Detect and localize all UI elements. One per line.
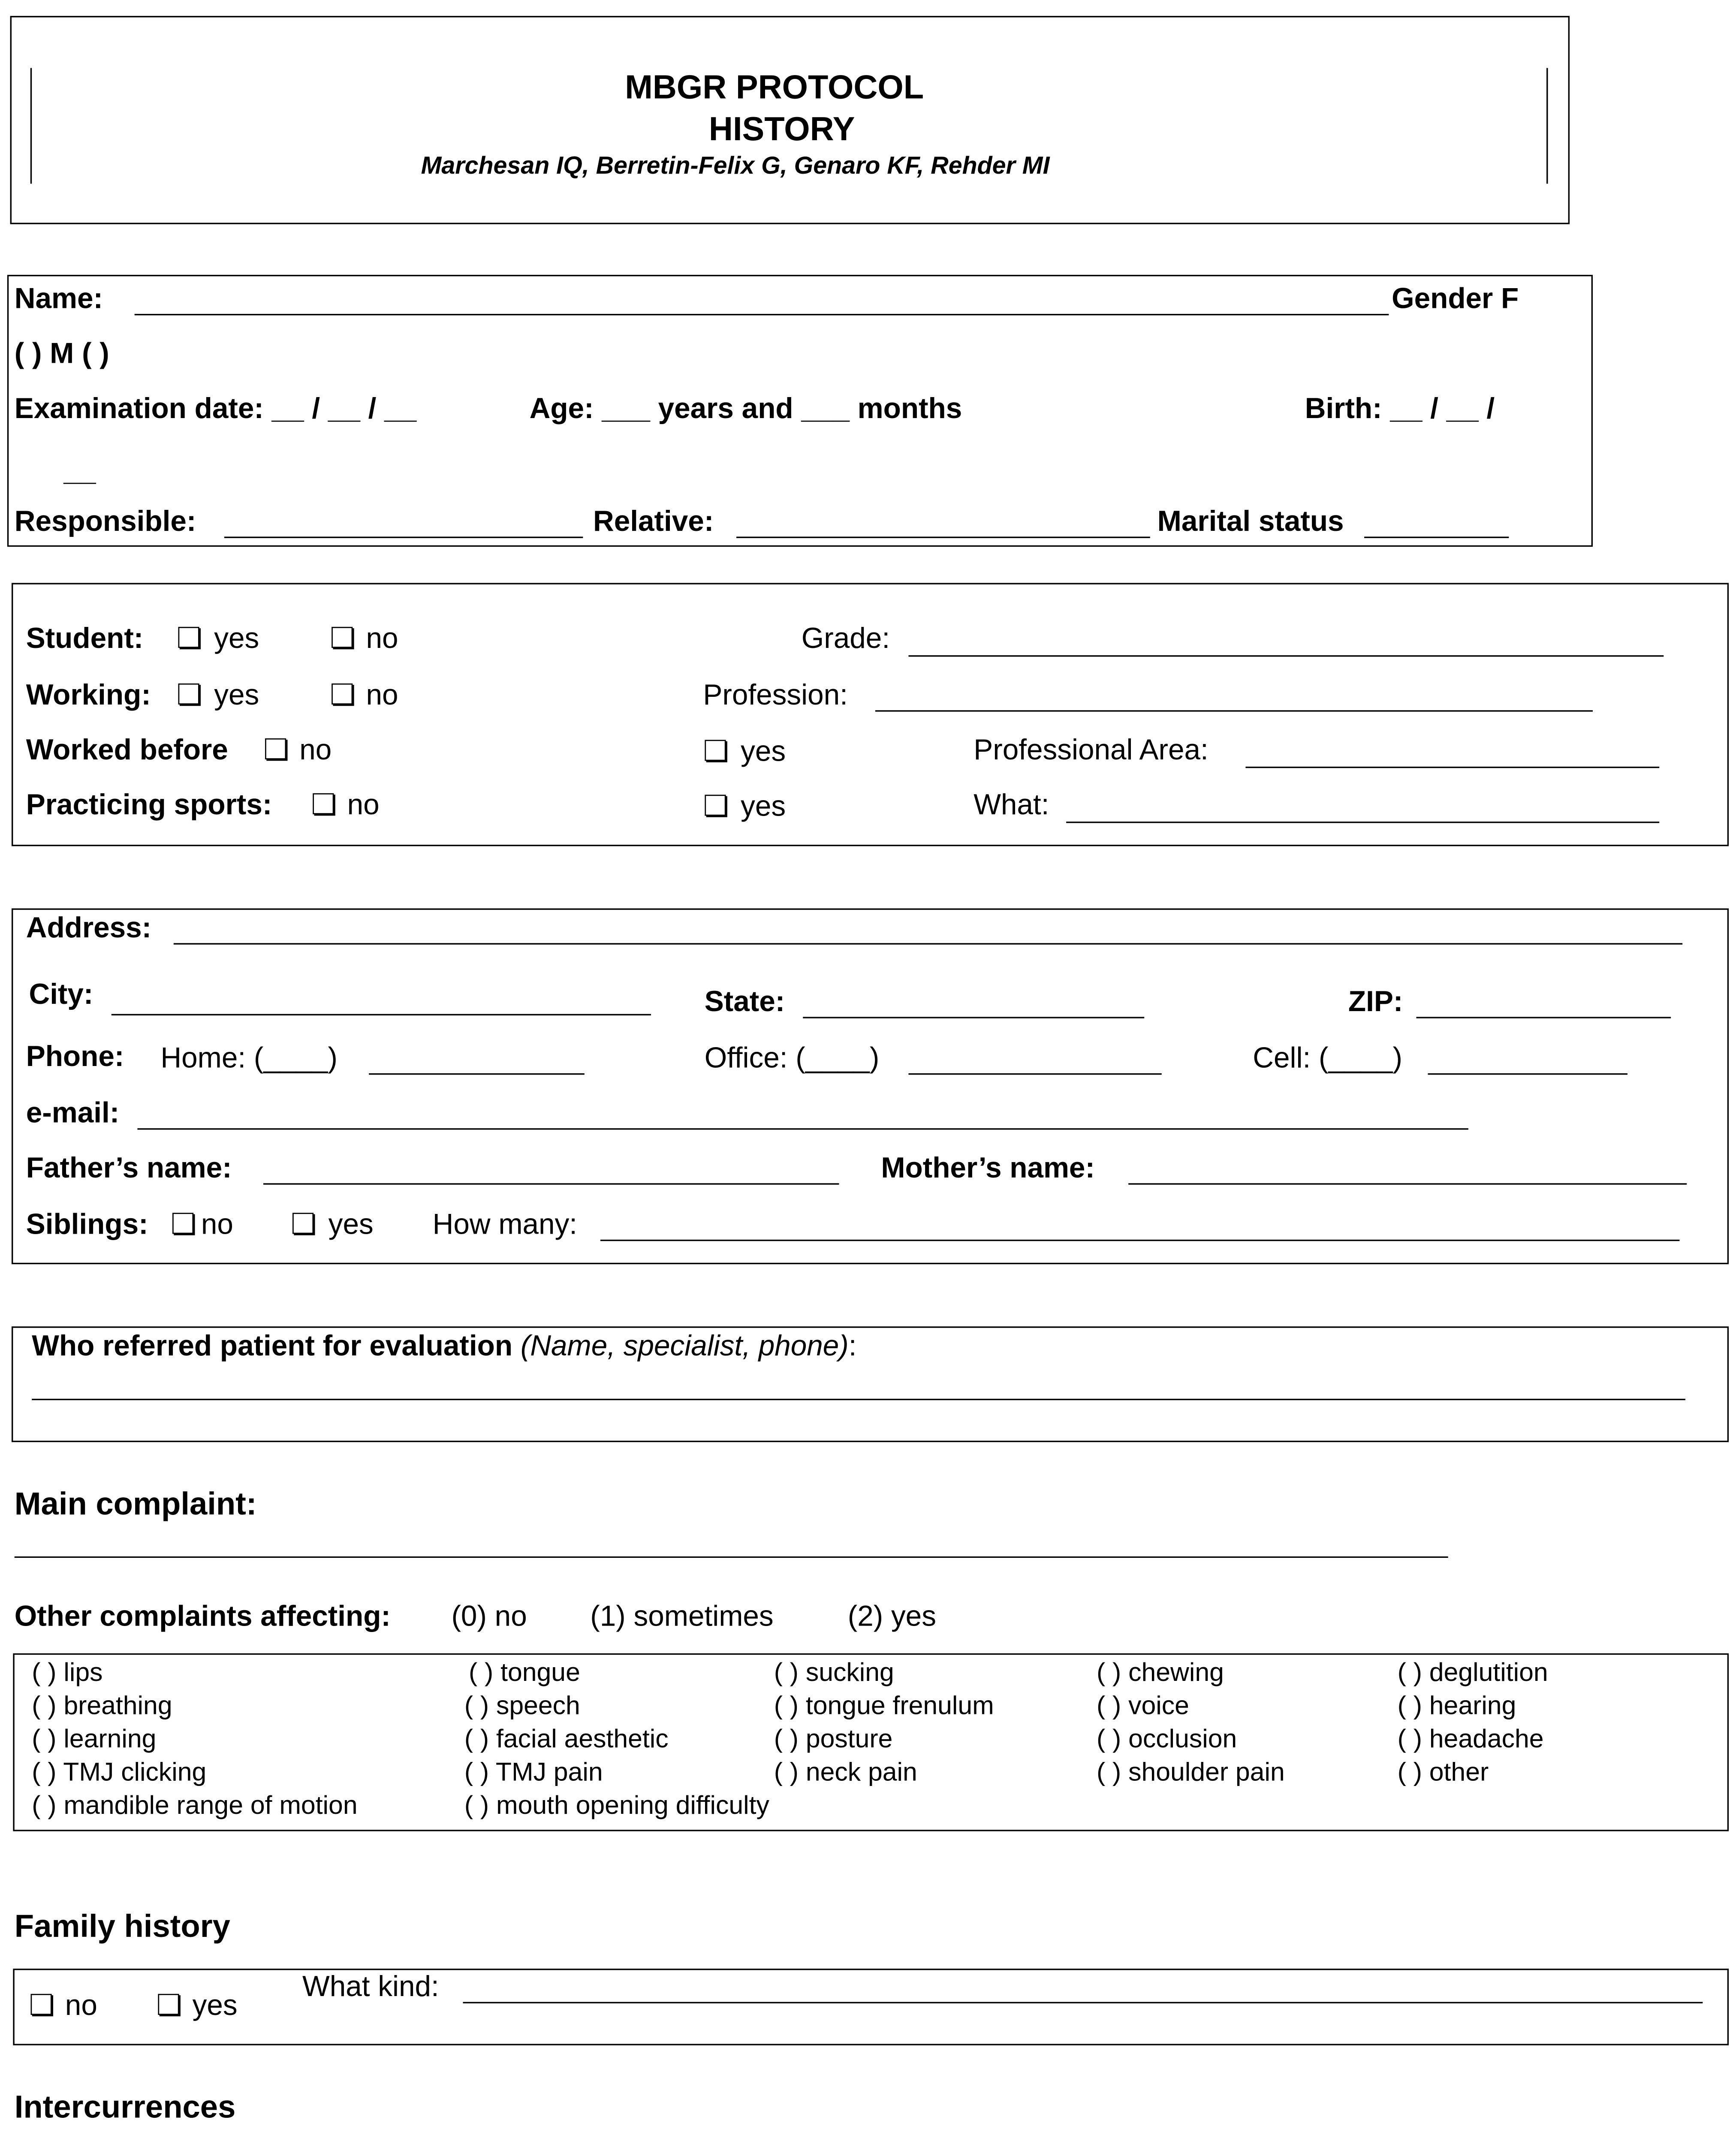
professional-area-field[interactable] <box>1245 767 1659 768</box>
protocol-title: MBGR PROTOCOL <box>625 68 924 106</box>
profession-field[interactable] <box>875 710 1593 711</box>
main-complaint-heading: Main complaint: <box>14 1485 257 1522</box>
complaint-item[interactable]: ( ) voice <box>1096 1691 1189 1720</box>
email-field[interactable] <box>137 1128 1468 1129</box>
complaint-item[interactable]: ( ) facial aesthetic <box>464 1724 669 1753</box>
checkbox-icon[interactable]: ❏ <box>176 623 203 656</box>
siblings-yes-label: yes <box>328 1209 374 1241</box>
relative-field[interactable] <box>736 536 1150 538</box>
complaint-item[interactable]: ( ) mouth opening difficulty <box>464 1791 769 1820</box>
complaint-item[interactable]: ( ) mandible range of motion <box>32 1791 358 1820</box>
gender-label: Gender F <box>1392 283 1519 316</box>
working-label: Working: <box>26 680 151 712</box>
worked-before-label: Worked before <box>26 735 228 767</box>
address-field[interactable] <box>174 943 1682 944</box>
sports-what-label: What: <box>973 789 1049 822</box>
responsible-field[interactable] <box>224 536 583 538</box>
complaint-item[interactable]: ( ) hearing <box>1397 1691 1516 1720</box>
complaint-item[interactable]: ( ) tongue frenulum <box>774 1691 994 1720</box>
birth-label[interactable]: Birth: __ / __ / <box>1305 393 1495 425</box>
protocol-authors: Marchesan IQ, Berretin-Felix G, Genaro KF, Rehder MI <box>421 152 1050 180</box>
phone-label: Phone: <box>26 1041 124 1073</box>
family-history-heading: Family history <box>14 1908 230 1944</box>
working-yes-label: yes <box>214 680 259 712</box>
complaint-item[interactable]: ( ) tongue <box>468 1657 580 1687</box>
relative-label: Relative: <box>593 506 714 538</box>
marital-status-field[interactable] <box>1364 536 1509 538</box>
intercurrences-heading: Intercurrences <box>14 2089 236 2125</box>
referral-question <box>32 1332 856 1361</box>
professional-area-label: Professional Area: <box>973 735 1209 767</box>
city-field[interactable] <box>112 1014 651 1015</box>
address-label: Address: <box>26 912 152 945</box>
student-yes-label: yes <box>214 623 259 656</box>
working-no-label: no <box>366 680 398 712</box>
marital-status-label: Marital status <box>1157 506 1344 538</box>
complaint-item[interactable]: ( ) TMJ pain <box>464 1757 603 1787</box>
grade-label: Grade: <box>801 623 890 656</box>
checkbox-icon[interactable]: ❏ <box>171 1209 197 1241</box>
complaint-item[interactable]: ( ) deglutition <box>1397 1657 1548 1687</box>
cell-phone-label[interactable]: Cell: (____) <box>1253 1043 1403 1075</box>
checkbox-icon[interactable]: ❏ <box>156 1990 182 2022</box>
worked-before-yes-label: yes <box>741 736 786 768</box>
responsible-label: Responsible: <box>14 506 196 538</box>
scale-no: (0) no <box>451 1601 527 1633</box>
mother-name-field[interactable] <box>1128 1183 1687 1184</box>
family-yes-label: yes <box>192 1990 238 2022</box>
checkbox-icon[interactable]: ❏ <box>291 1209 317 1241</box>
birth-year-blank[interactable]: __ <box>63 455 96 488</box>
family-what-kind-label: What kind: <box>302 1971 439 2004</box>
office-phone-label[interactable]: Office: (____) <box>704 1043 880 1075</box>
home-phone-field[interactable] <box>369 1073 585 1075</box>
complaint-item[interactable]: ( ) headache <box>1397 1724 1544 1753</box>
student-label: Student: <box>26 623 144 656</box>
checkbox-icon[interactable]: ❏ <box>311 789 337 822</box>
father-name-label: Father’s name: <box>26 1153 232 1185</box>
home-phone-label[interactable]: Home: (____) <box>160 1043 338 1075</box>
siblings-label: Siblings: <box>26 1209 148 1241</box>
complaint-item[interactable]: ( ) speech <box>464 1691 580 1720</box>
complaint-item[interactable]: ( ) occlusion <box>1096 1724 1237 1753</box>
checkbox-icon[interactable]: ❏ <box>330 623 356 656</box>
header-left-rule <box>30 68 32 184</box>
grade-field[interactable] <box>908 655 1664 656</box>
header-right-rule <box>1546 68 1548 184</box>
checkbox-icon[interactable]: ❏ <box>29 1990 55 2022</box>
complaint-item[interactable]: ( ) learning <box>32 1724 157 1753</box>
checkbox-icon[interactable]: ❏ <box>263 735 289 767</box>
how-many-label: How many: <box>432 1209 578 1241</box>
sports-no-label: no <box>347 789 380 822</box>
mother-name-label: Mother’s name: <box>881 1153 1095 1185</box>
complaint-item[interactable]: ( ) shoulder pain <box>1096 1757 1285 1787</box>
family-history-box <box>13 1969 1729 2045</box>
contact-box <box>12 908 1729 1264</box>
student-no-label: no <box>366 623 398 656</box>
city-label: City: <box>29 979 93 1011</box>
other-complaints-heading: Other complaints affecting: <box>14 1601 391 1633</box>
zip-field[interactable] <box>1416 1017 1671 1018</box>
protocol-subtitle: HISTORY <box>708 110 855 148</box>
referral-field[interactable] <box>32 1399 1685 1400</box>
sports-yes-label: yes <box>741 791 786 823</box>
complaint-item[interactable]: ( ) posture <box>774 1724 893 1753</box>
scale-yes: (2) yes <box>847 1601 936 1633</box>
referral-colon: : <box>848 1331 857 1363</box>
complaint-item[interactable]: ( ) other <box>1397 1757 1489 1787</box>
age-label[interactable]: Age: ___ years and ___ months <box>529 393 962 425</box>
complaint-item[interactable]: ( ) breathing <box>32 1691 172 1720</box>
name-field[interactable] <box>135 314 1389 315</box>
main-complaint-field[interactable] <box>15 1557 1448 1558</box>
complaint-item[interactable]: ( ) TMJ clicking <box>32 1757 207 1787</box>
complaint-item[interactable]: ( ) lips <box>32 1657 103 1687</box>
complaint-item[interactable]: ( ) neck pain <box>774 1757 917 1787</box>
scale-sometimes: (1) sometimes <box>590 1601 774 1633</box>
family-what-kind-field[interactable] <box>463 2002 1703 2003</box>
complaint-item[interactable]: ( ) sucking <box>774 1657 894 1687</box>
cell-phone-field[interactable] <box>1428 1073 1628 1075</box>
father-name-field[interactable] <box>263 1183 839 1184</box>
sports-label: Practicing sports: <box>26 789 272 822</box>
state-field[interactable] <box>803 1017 1144 1018</box>
office-phone-field[interactable] <box>908 1073 1161 1075</box>
siblings-no-label: no <box>201 1209 233 1241</box>
how-many-field[interactable] <box>600 1240 1679 1241</box>
checkbox-icon[interactable]: ❏ <box>330 680 356 712</box>
family-no-label: no <box>65 1990 97 2022</box>
exam-date-label[interactable]: Examination date: __ / __ / __ <box>14 393 417 425</box>
checkbox-icon[interactable]: ❏ <box>703 791 729 823</box>
email-label: e-mail: <box>26 1098 120 1130</box>
referral-hint: (Name, specialist, phone) <box>520 1331 849 1363</box>
state-label: State: <box>704 986 785 1018</box>
checkbox-icon[interactable]: ❏ <box>703 736 729 768</box>
complaint-item[interactable]: ( ) chewing <box>1096 1657 1224 1687</box>
sports-what-field[interactable] <box>1066 822 1659 823</box>
checkbox-icon[interactable]: ❏ <box>176 680 203 712</box>
worked-before-no-label: no <box>299 735 332 767</box>
referral-label: Who referred patient for evaluation <box>32 1331 513 1363</box>
name-label: Name: <box>14 283 103 316</box>
profession-label: Profession: <box>703 680 848 712</box>
zip-label: ZIP: <box>1348 986 1403 1018</box>
gender-options[interactable]: ( ) M ( ) <box>14 338 109 370</box>
